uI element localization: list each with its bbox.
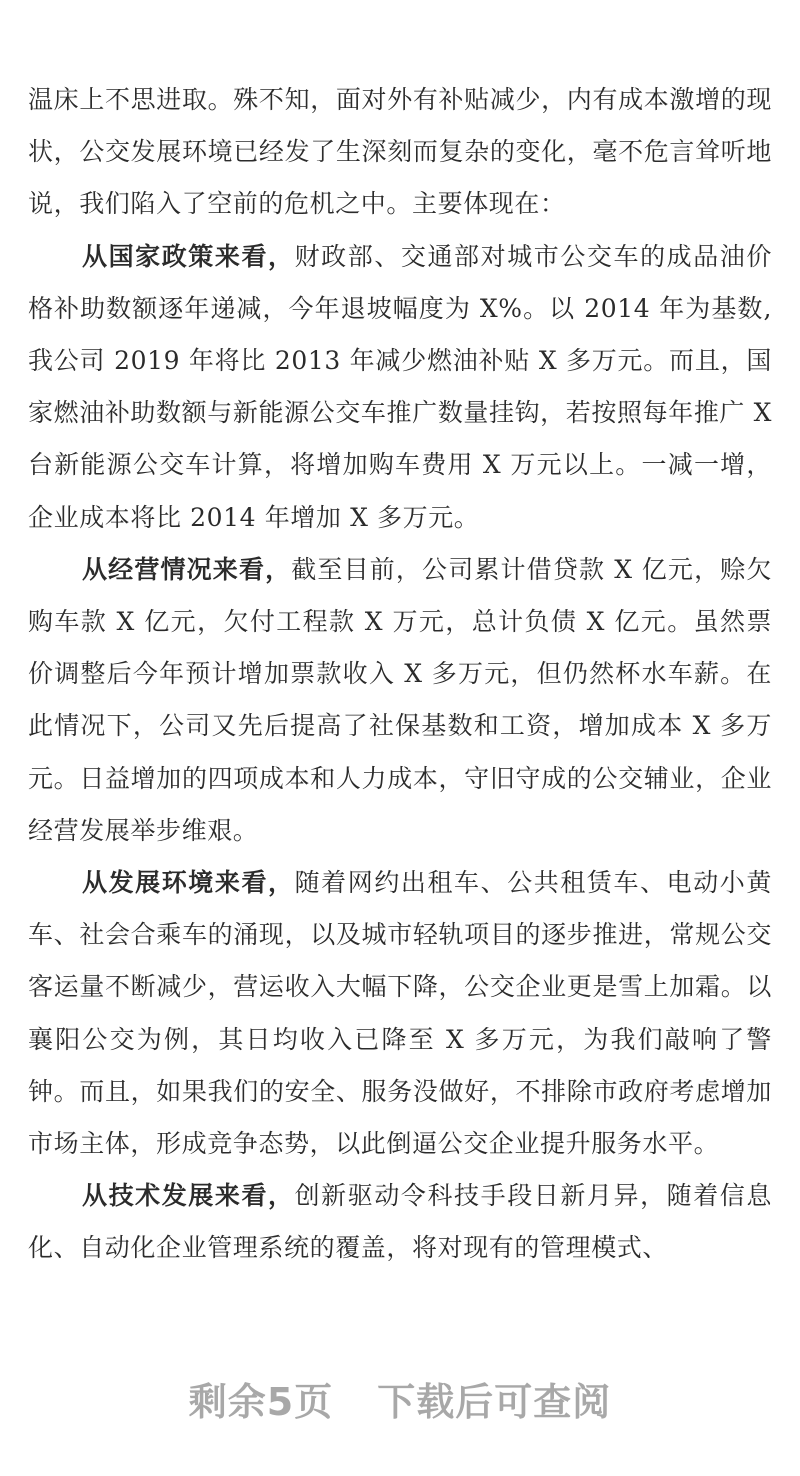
paragraph-text: 创新驱动令科技手段日新月异，随着信息化、自动化企业管理系统的覆盖，将对现有的管理模式、 xyxy=(28,1181,772,1263)
download-to-view-label: 下载后可查阅 xyxy=(377,1380,612,1424)
download-prompt[interactable] xyxy=(0,1371,800,1426)
paragraph-lead: 从国家政策来看， xyxy=(82,241,295,271)
paragraph-text: 随着网约出租车、公共租赁车、电动小黄车、社会合乘车的涌现，以及城市轻轨项目的逐步推进，常规公交客运量不断减少，营运收入大幅下降，公交企业更是雪上加霜。以襄阳公交为例，其日均收入已降至 X 多万元，为我们敲响了警钟。而且，如果我们的安全、服务没做好，不排除市政府考虑增加市场主体，形成竞争态势，以此倒逼公交企业提升服务水平。 xyxy=(28,868,772,1159)
paragraph-text: 财政部、交通部对城市公交车的成品油价格补助数额逐年递减，今年退坡幅度为 X%。以 2014 年为基数,我公司 2019 年将比 2013 年减少燃油补贴 X 多万元。而且，国家燃油补助数额与新能源公交车推广数量挂钩，若按照每年推广 X 台新能源公交车计算，将增加购车费用 X 万元以上。一减一增，企业成本将比 2014 年增加 X 多万元。 xyxy=(28,241,772,532)
paragraph-technology xyxy=(28,1170,772,1274)
paragraph-lead: 从发展环境来看， xyxy=(82,868,295,898)
paragraph-operations xyxy=(28,544,772,857)
paragraph-lead: 从经营情况来看， xyxy=(82,554,292,584)
paragraph-policy xyxy=(28,231,772,544)
paragraph-environment xyxy=(28,857,772,1170)
paragraph-lead: 从技术发展来看， xyxy=(82,1181,295,1211)
paragraph-text: 温床上不思进取。殊不知，面对外有补贴减少，内有成本激增的现状，公交发展环境已经发了生深刻而复杂的变化，毫不危言耸听地说，我们陷入了空前的危机之中。主要体现在： xyxy=(28,85,772,219)
document-body xyxy=(28,74,772,1275)
paragraph-text: 截至目前，公司累计借贷款 X 亿元，赊欠购车款 X 亿元，欠付工程款 X 万元，总计负债 X 亿元。虽然票价调整后今年预计增加票款收入 X 多万元，但仍然杯水车薪。在此情况下，公司又先后提高了社保基数和工资，增加成本 X 多万元。日益增加的四项成本和人力成本，守旧守成的公交辅业，企业经营发展举步维艰。 xyxy=(28,554,772,845)
remaining-pages-label: 剩余5页 xyxy=(188,1380,334,1424)
paragraph-intro xyxy=(28,74,772,231)
